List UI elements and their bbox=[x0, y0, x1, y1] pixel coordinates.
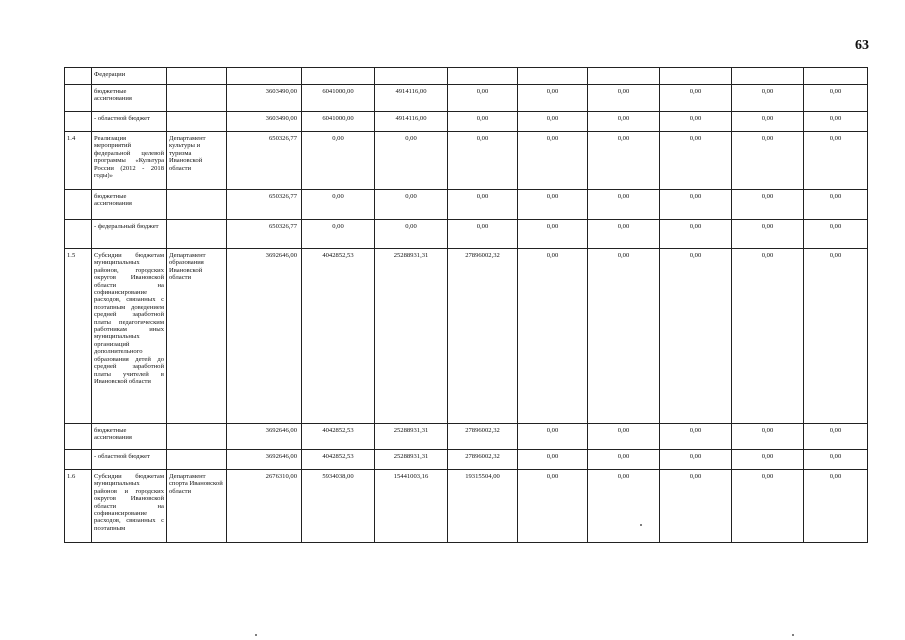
value-cell: 0,00 bbox=[518, 85, 588, 112]
value-cell: 0,00 bbox=[660, 220, 732, 249]
item-name-cell: Субсидии бюджетам муниципальных районов и городских округов Ивановской области на софинансирование расходов, связанных с поэтапным bbox=[92, 470, 167, 543]
row-number-cell: 1.6 bbox=[65, 470, 92, 543]
responsible-cell: Департамент спорта Ивановской области bbox=[167, 470, 227, 543]
value-cell: 0,00 bbox=[660, 190, 732, 220]
value-cell: 0,00 bbox=[732, 190, 804, 220]
value-cell: 0,00 bbox=[804, 85, 868, 112]
value-cell: 0,00 bbox=[448, 112, 518, 132]
value-cell: 0,00 bbox=[588, 470, 660, 543]
item-name-cell: - федеральный бюджет bbox=[92, 220, 167, 249]
value-cell: 15441003,16 bbox=[375, 470, 448, 543]
responsible-cell bbox=[167, 112, 227, 132]
value-cell: 27896002,32 bbox=[448, 249, 518, 424]
table-row bbox=[65, 220, 868, 249]
value-cell: 0,00 bbox=[804, 424, 868, 450]
value-cell: 4914116,00 bbox=[375, 112, 448, 132]
value-cell: 0,00 bbox=[375, 190, 448, 220]
value-cell bbox=[660, 68, 732, 85]
table-row bbox=[65, 249, 868, 424]
value-cell: 0,00 bbox=[518, 190, 588, 220]
value-cell bbox=[375, 68, 448, 85]
item-name-cell: - областной бюджет bbox=[92, 450, 167, 470]
item-name-cell: бюджетные ассигнования bbox=[92, 190, 167, 220]
value-cell: 0,00 bbox=[660, 249, 732, 424]
item-name-cell: Реализация мероприятий федеральной целевой программы «Культура России (2012 - 2018 годы)» bbox=[92, 132, 167, 190]
row-number-cell bbox=[65, 68, 92, 85]
value-cell: 4042852,53 bbox=[302, 249, 375, 424]
table-row bbox=[65, 450, 868, 470]
value-cell: 0,00 bbox=[660, 450, 732, 470]
value-cell: 0,00 bbox=[518, 450, 588, 470]
value-cell: 0,00 bbox=[375, 132, 448, 190]
value-cell: 4042852,53 bbox=[302, 424, 375, 450]
value-cell: 3692646,00 bbox=[227, 249, 302, 424]
budget-table-body bbox=[65, 68, 868, 543]
value-cell: 650326,77 bbox=[227, 220, 302, 249]
value-cell: 0,00 bbox=[588, 190, 660, 220]
value-cell: 0,00 bbox=[518, 424, 588, 450]
value-cell bbox=[518, 68, 588, 85]
budget-table bbox=[64, 67, 868, 543]
table-row bbox=[65, 112, 868, 132]
value-cell: 0,00 bbox=[804, 450, 868, 470]
table-row bbox=[65, 132, 868, 190]
value-cell: 2676310,00 bbox=[227, 470, 302, 543]
value-cell: 25288931,31 bbox=[375, 450, 448, 470]
value-cell: 0,00 bbox=[588, 112, 660, 132]
table-row bbox=[65, 68, 868, 85]
value-cell: 0,00 bbox=[804, 249, 868, 424]
value-cell: 0,00 bbox=[804, 470, 868, 543]
value-cell bbox=[448, 68, 518, 85]
value-cell bbox=[302, 68, 375, 85]
value-cell: 0,00 bbox=[732, 249, 804, 424]
responsible-cell bbox=[167, 68, 227, 85]
value-cell: 0,00 bbox=[804, 220, 868, 249]
row-number-cell bbox=[65, 112, 92, 132]
value-cell: 0,00 bbox=[518, 112, 588, 132]
value-cell: 6041000,00 bbox=[302, 85, 375, 112]
table-row bbox=[65, 85, 868, 112]
value-cell: 650326,77 bbox=[227, 190, 302, 220]
responsible-cell: Департамент образования Ивановской области bbox=[167, 249, 227, 424]
value-cell bbox=[227, 68, 302, 85]
value-cell: 0,00 bbox=[302, 132, 375, 190]
value-cell: 25288931,31 bbox=[375, 249, 448, 424]
value-cell: 0,00 bbox=[660, 470, 732, 543]
value-cell: 0,00 bbox=[660, 424, 732, 450]
value-cell: 0,00 bbox=[518, 470, 588, 543]
responsible-cell bbox=[167, 424, 227, 450]
value-cell: 0,00 bbox=[732, 112, 804, 132]
value-cell: 0,00 bbox=[804, 190, 868, 220]
scan-speck bbox=[640, 524, 642, 526]
row-number-cell bbox=[65, 450, 92, 470]
value-cell: 0,00 bbox=[448, 132, 518, 190]
value-cell: 0,00 bbox=[375, 220, 448, 249]
value-cell: 0,00 bbox=[518, 220, 588, 249]
row-number-cell: 1.5 bbox=[65, 249, 92, 424]
value-cell: 0,00 bbox=[660, 85, 732, 112]
value-cell: 0,00 bbox=[518, 132, 588, 190]
item-name-cell: бюджетные ассигнования bbox=[92, 85, 167, 112]
value-cell: 0,00 bbox=[448, 85, 518, 112]
scan-speck bbox=[792, 634, 794, 636]
value-cell: 0,00 bbox=[804, 112, 868, 132]
page-number: 63 bbox=[855, 38, 869, 53]
value-cell: 0,00 bbox=[302, 220, 375, 249]
value-cell: 0,00 bbox=[588, 85, 660, 112]
value-cell: 0,00 bbox=[588, 132, 660, 190]
table-row bbox=[65, 424, 868, 450]
value-cell: 0,00 bbox=[660, 132, 732, 190]
row-number-cell bbox=[65, 220, 92, 249]
value-cell: 0,00 bbox=[588, 450, 660, 470]
responsible-cell bbox=[167, 220, 227, 249]
responsible-cell bbox=[167, 190, 227, 220]
value-cell bbox=[588, 68, 660, 85]
value-cell: 3603490,00 bbox=[227, 112, 302, 132]
table-row bbox=[65, 470, 868, 543]
value-cell: 4914116,00 bbox=[375, 85, 448, 112]
responsible-cell bbox=[167, 85, 227, 112]
value-cell: 0,00 bbox=[302, 190, 375, 220]
responsible-cell bbox=[167, 450, 227, 470]
value-cell bbox=[732, 68, 804, 85]
value-cell: 0,00 bbox=[732, 85, 804, 112]
value-cell: 25288931,31 bbox=[375, 424, 448, 450]
item-name-cell: Федерации bbox=[92, 68, 167, 85]
value-cell: 0,00 bbox=[518, 249, 588, 424]
item-name-cell: Субсидии бюджетам муниципальных районов, городских округов Ивановской области на софинансирование расходов, связанных с поэтапным доведением средней заработной платы педагогическим работникам иных муниципальных организаций дополнительного образования детей до средней заработной платы учителей в Ивановской области bbox=[92, 249, 167, 424]
value-cell: 27896002,32 bbox=[448, 424, 518, 450]
row-number-cell bbox=[65, 190, 92, 220]
value-cell: 19315504,00 bbox=[448, 470, 518, 543]
table-row bbox=[65, 190, 868, 220]
value-cell: 0,00 bbox=[448, 220, 518, 249]
value-cell: 650326,77 bbox=[227, 132, 302, 190]
value-cell: 6041000,00 bbox=[302, 112, 375, 132]
value-cell: 0,00 bbox=[732, 470, 804, 543]
value-cell: 0,00 bbox=[588, 249, 660, 424]
value-cell: 0,00 bbox=[660, 112, 732, 132]
value-cell: 3603490,00 bbox=[227, 85, 302, 112]
item-name-cell: - областной бюджет bbox=[92, 112, 167, 132]
scan-speck bbox=[255, 634, 257, 636]
row-number-cell: 1.4 bbox=[65, 132, 92, 190]
value-cell: 0,00 bbox=[588, 220, 660, 249]
value-cell: 27896002,32 bbox=[448, 450, 518, 470]
row-number-cell bbox=[65, 424, 92, 450]
value-cell: 0,00 bbox=[804, 132, 868, 190]
value-cell: 4042852,53 bbox=[302, 450, 375, 470]
value-cell: 0,00 bbox=[732, 132, 804, 190]
value-cell bbox=[804, 68, 868, 85]
responsible-cell: Департамент культуры и туризма Ивановской области bbox=[167, 132, 227, 190]
row-number-cell bbox=[65, 85, 92, 112]
value-cell: 0,00 bbox=[588, 424, 660, 450]
value-cell: 3692646,00 bbox=[227, 450, 302, 470]
value-cell: 0,00 bbox=[448, 190, 518, 220]
value-cell: 5934038,00 bbox=[302, 470, 375, 543]
value-cell: 3692646,00 bbox=[227, 424, 302, 450]
value-cell: 0,00 bbox=[732, 450, 804, 470]
value-cell: 0,00 bbox=[732, 220, 804, 249]
item-name-cell: бюджетные ассигнования bbox=[92, 424, 167, 450]
value-cell: 0,00 bbox=[732, 424, 804, 450]
